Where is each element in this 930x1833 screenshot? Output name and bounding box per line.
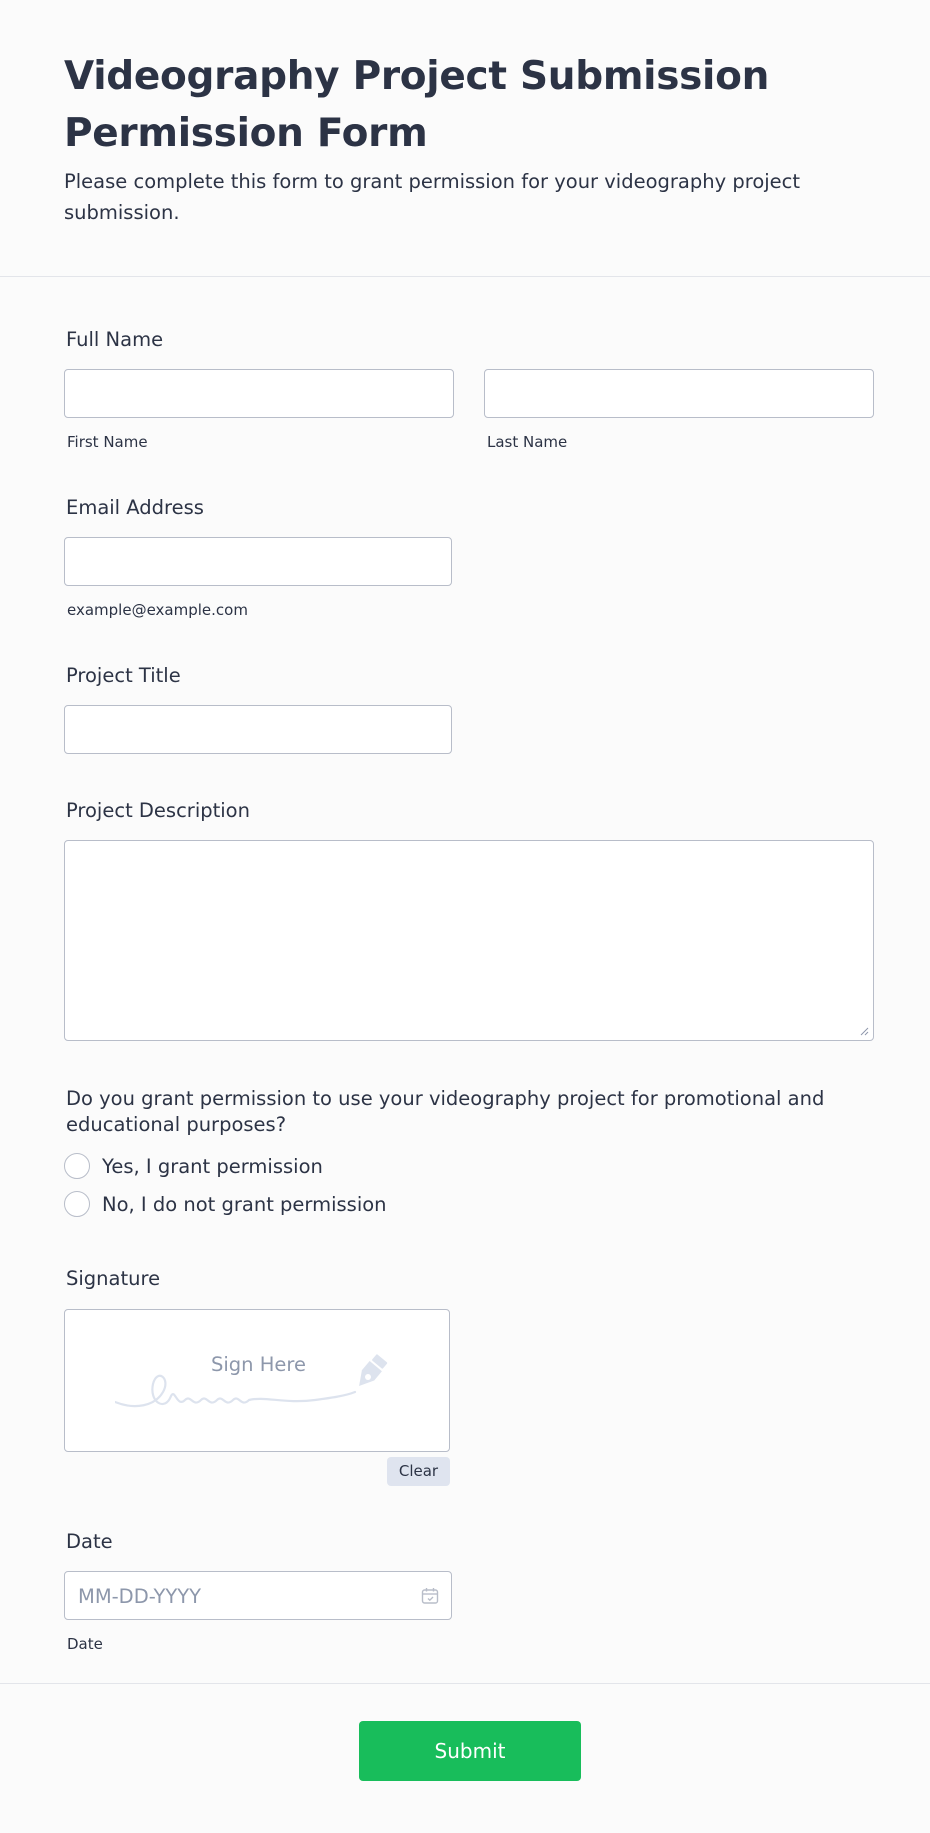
radio-no[interactable]	[64, 1191, 90, 1217]
date-sublabel: Date	[67, 1635, 103, 1653]
last-name-input[interactable]	[484, 369, 874, 418]
signature-label: Signature	[66, 1267, 161, 1290]
full-name-label: Full Name	[66, 328, 164, 351]
signature-placeholder: Sign Here	[211, 1353, 306, 1376]
radio-yes-label: Yes, I grant permission	[102, 1154, 323, 1178]
pen-nib-icon	[349, 1352, 391, 1394]
project-description-textarea[interactable]	[64, 840, 874, 1041]
page-subtitle: Please complete this form to grant permission for your videography project submission.	[64, 170, 801, 224]
clear-signature-button[interactable]: Clear	[387, 1457, 450, 1486]
date-label: Date	[66, 1530, 113, 1553]
footer-divider	[0, 1683, 930, 1684]
date-placeholder: MM-DD-YYYY	[78, 1585, 202, 1608]
permission-option-no[interactable]	[64, 1190, 387, 1218]
first-name-input[interactable]	[64, 369, 454, 418]
permission-option-yes[interactable]	[64, 1152, 323, 1180]
email-sublabel: example@example.com	[67, 601, 248, 619]
signature-pad[interactable]	[64, 1309, 450, 1452]
radio-yes[interactable]	[64, 1153, 90, 1179]
first-name-sublabel: First Name	[67, 433, 148, 451]
form-header	[0, 0, 930, 277]
project-description-label: Project Description	[66, 799, 250, 822]
calendar-icon[interactable]	[421, 1587, 439, 1605]
project-title-label: Project Title	[66, 664, 181, 687]
email-input[interactable]	[64, 537, 452, 586]
submit-button[interactable]: Submit	[359, 1721, 581, 1781]
date-input[interactable]	[64, 1571, 452, 1620]
project-title-input[interactable]	[64, 705, 452, 754]
email-label: Email Address	[66, 496, 204, 519]
page-title: Videography Project Submission Permission Form	[64, 54, 770, 156]
radio-no-label: No, I do not grant permission	[102, 1192, 387, 1216]
permission-question: Do you grant permission to use your videography project for promotional and educational purposes?	[66, 1087, 825, 1136]
resize-grip-icon[interactable]	[860, 1027, 869, 1036]
last-name-sublabel: Last Name	[487, 433, 568, 451]
